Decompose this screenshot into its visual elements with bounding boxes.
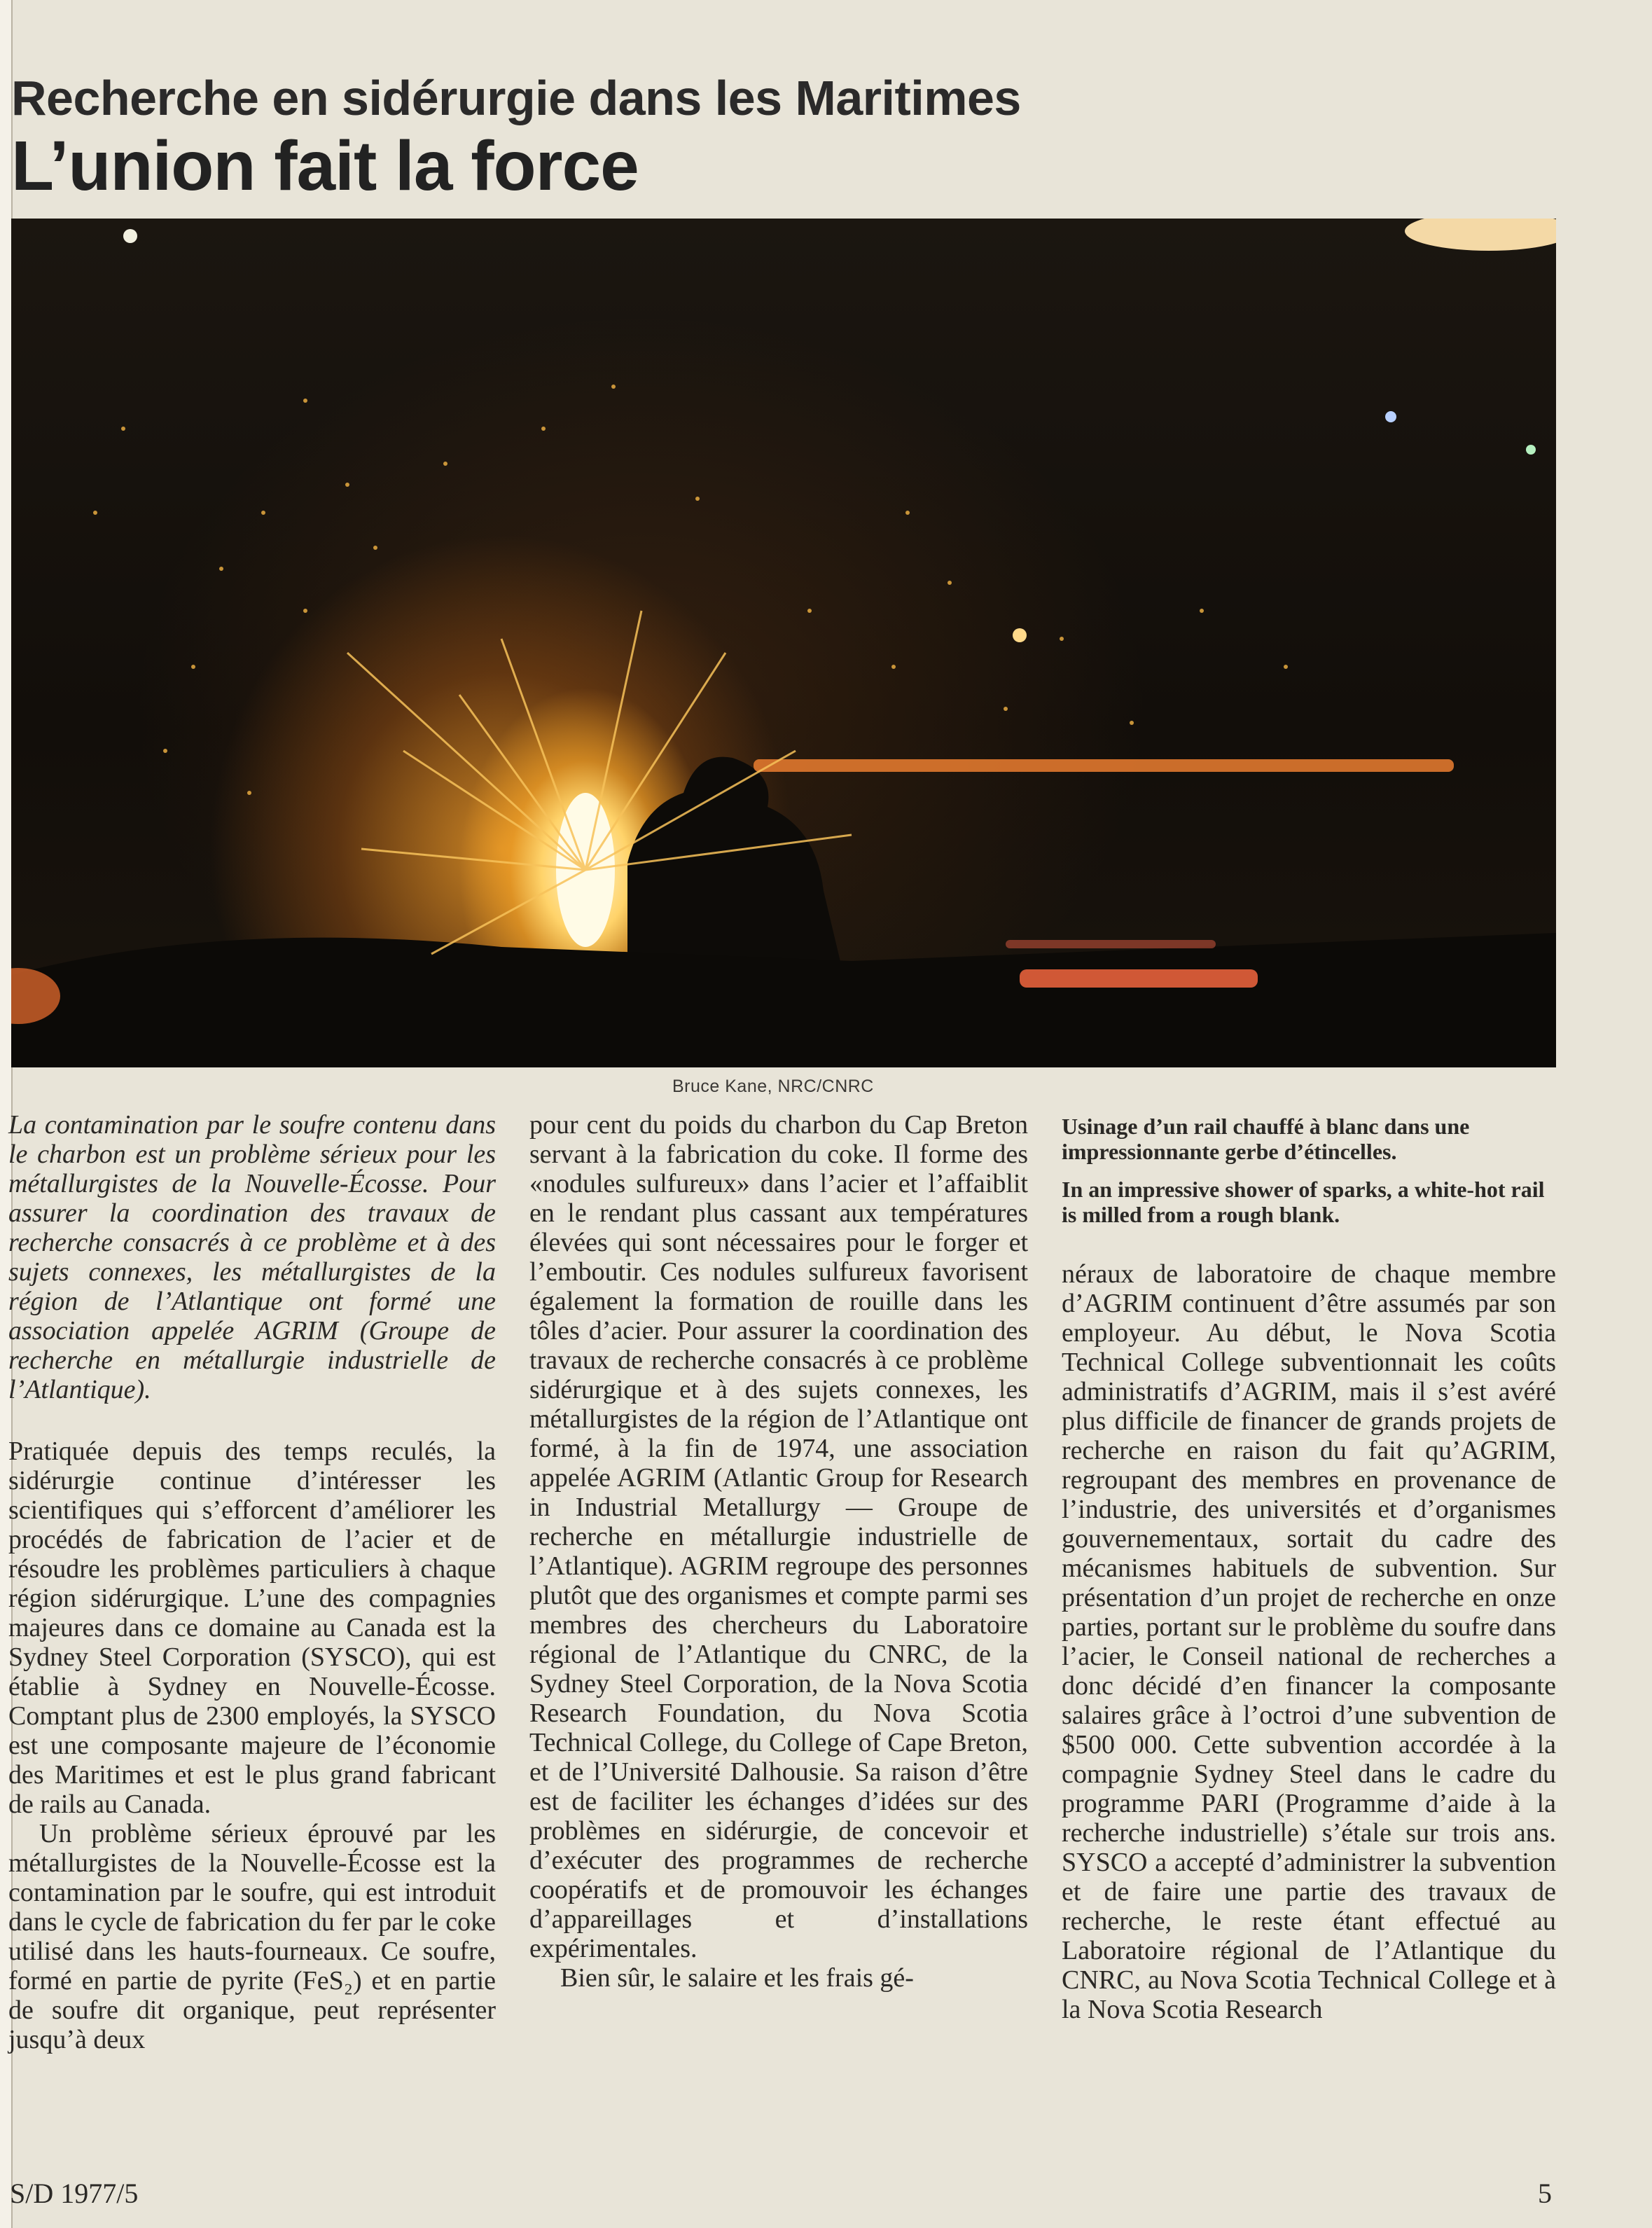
photo-credit: Bruce Kane, NRC/CNRC (672, 1077, 874, 1096)
photo-caption-french: Usinage d’un rail chauffé à blanc dans une impressionnante gerbe d’étincelles. (1062, 1114, 1470, 1164)
body-paragraph-2-continued: pour cent du poids du charbon du Cap Breton servant à la fabrication du coke. Il forme des «nodules sulfureux» dans l’acier et l’affaiblit en le rendant plus cassant aux températures élevées qui sont nécessaires pour le forger et l’emboutir. Ces nodules sulfureux favorisent également la formation de rouille dans les tôles d’acier. Pour assurer la coordination des travaux de recherche consacrés à ce problème sidérurgique et à des sujets connexes, les métallurgistes de la région de l’Atlantique ont formé, à la fin de 1974, une association appelée AGRIM (Atlantic Group for Research in Industrial Metallurgy — Groupe de recherche en métallurgie industrielle de l’Atlantique). AGRIM regroupe des personnes plutôt que des organismes et compte parmi ses membres des chercheurs du Laboratoire régional de l’Atlantique du CNRC, de la Sydney Steel Corporation, de la Nova Scotia Research Foundation, du Nova Scotia Technical College, du College of Cape Breton, et de l’Université Dalhousie. Sa raison d’être est de faciliter les échanges d’idées sur des problèmes en sidérurgie, de concevoir et d’exécuter des programmes de recherche coopératifs et de promouvoir les échanges d’appareillages et d’installations expérimentales. (529, 1110, 1028, 1963)
article-photo-sparks (11, 219, 1556, 1067)
body-paragraph-3-continued: néraux de laboratoire de chaque membre d’AGRIM continuent d’être assumés par son employeur. Au début, le Nova Scotia Technical College subventionnait les coûts administratifs d’AGRIM, mais il s’est avéré plus difficile de financer de grands projets de recherche en raison du fait qu’AGRIM, regroupant des membres en provenance de l’industrie, des universités et d’organismes gouvernementaux, sortait du cadre des mécanismes habituels de subvention. Sur présentation d’un projet de recherche en onze parties, portant sur le problème du soufre dans l’acier, le Conseil national de recherches a donc décidé d’en financer la composante salaires grâce à l’octroi d’une subvention de $500 000. Cette subvention accordée à la compagnie Sydney Steel dans le cadre du programme PARI (Programme d’aide à la recherche industrielle) s’étale sur trois ans. SYSCO a accepté d’administrer la subvention et de faire une partie des travaux de recherche, le reste étant effectué au Laboratoire régional de l’Atlantique du CNRC, au Nova Scotia Technical College et à la Nova Scotia Research (1062, 1259, 1556, 2024)
issue-label: S/D 1977/5 (10, 2178, 139, 2209)
article-headline: L’union fait la force (11, 127, 639, 205)
text-column-1 (8, 1110, 496, 2054)
text-column-3 (1062, 1259, 1556, 2024)
body-paragraph-1: Pratiquée depuis des temps reculés, la sidérurgie continue d’intéresser les scientifiques qui s’efforcent d’améliorer les procédés de fabrication de l’acier et de résoudre les problèmes particuliers à chaque région sidérurgique. L’une des compagnies majeures dans ce domaine au Canada est la Sydney Steel Corporation (SYSCO), qui est établie à Sydney en Nouvelle-Écosse. Comptant plus de 2300 employés, la SYSCO est une composante majeure de l’économie des Maritimes et est le plus grand fabricant de rails au Canada. (8, 1437, 496, 1819)
page-number: 5 (1538, 2178, 1552, 2209)
text-column-2 (529, 1110, 1028, 1993)
photo-illustration (11, 219, 1556, 1067)
photo-caption-english: In an impressive shower of sparks, a white-hot rail is milled from a rough blank. (1062, 1177, 1545, 1227)
body-paragraph-2-start: Un problème sérieux éprouvé par les métallurgistes de la Nouvelle-Écosse est la contamination par le soufre, qui est introduit dans le cycle de fabrication du fer par le coke utilisé dans les hauts-fourneaux. Ce soufre, formé en partie de pyrite (FeS₂) et en partie de soufre dit organique, peut représenter jusqu’à deux (8, 1819, 496, 2054)
article-kicker: Recherche en sidérurgie dans les Maritimes (11, 71, 1021, 125)
article-lede: La contamination par le soufre contenu dans le charbon est un problème sérieux pour les métallurgistes de la Nouvelle-Écosse. Pour assurer la coordination des travaux de recherche consacrés à ce problème et à des sujets connexes, les métallurgistes de la région de l’Atlantique ont formé une association appelée AGRIM (Groupe de recherche en métallurgie industrielle de l’Atlantique). (8, 1110, 496, 1404)
body-paragraph-3-start: Bien sûr, le salaire et les frais gé- (560, 1963, 914, 1993)
